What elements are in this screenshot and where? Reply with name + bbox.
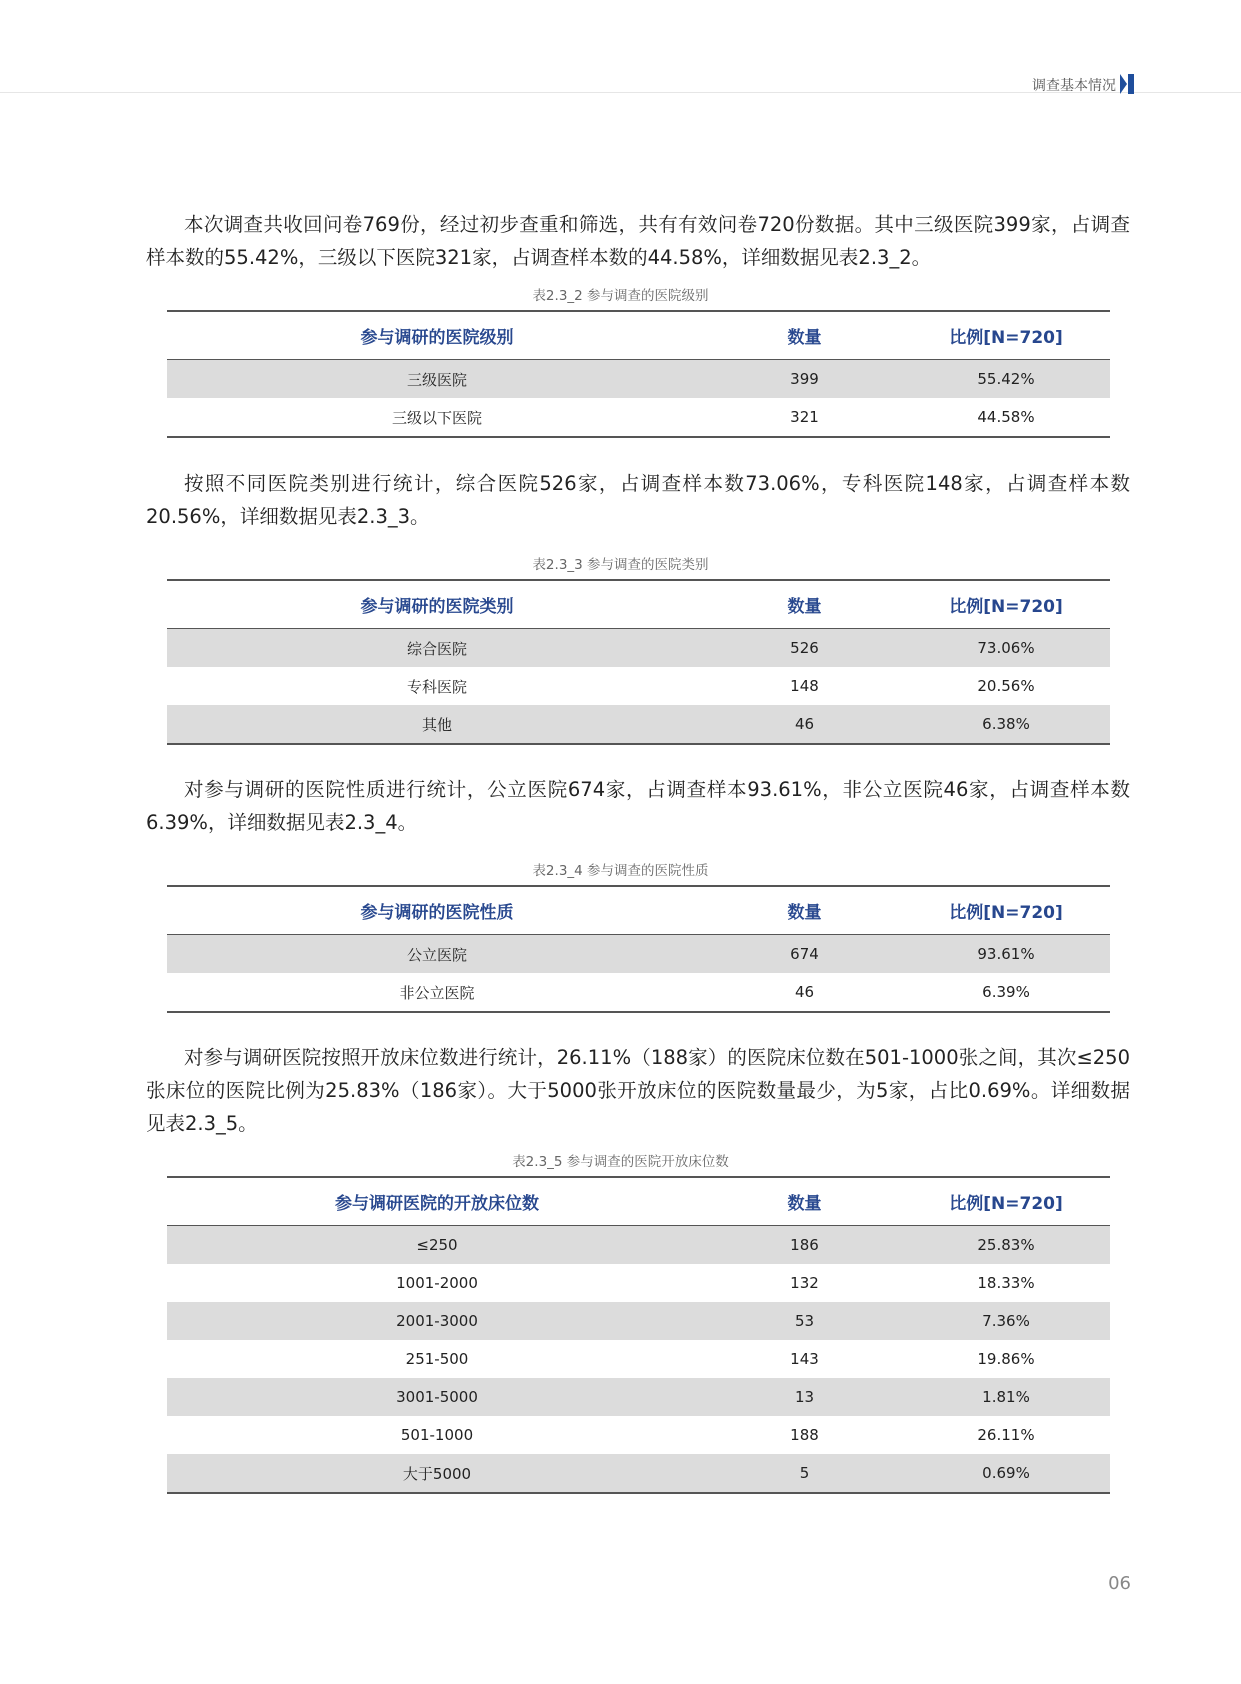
cell-count: 53	[707, 1302, 902, 1340]
cell-count: 399	[707, 360, 902, 399]
cell-count: 526	[707, 629, 902, 668]
paragraph-bed-count: 对参与调研医院按照开放床位数进行统计，26.11%（188家）的医院床位数在501-1000张之间，其次≤250张床位的医院比例为25.83%（186家）。大于5000张开放床位的医院数量最少，为5家，占比0.69%。详细数据见表2.3_5。	[146, 1046, 1130, 1135]
table-row	[167, 1454, 1110, 1493]
table-row	[167, 398, 1110, 437]
cell-ratio: 7.36%	[902, 1302, 1110, 1340]
column-header-ratio: 比例[N=720]	[902, 886, 1110, 935]
cell-category: 公立医院	[167, 935, 707, 974]
cell-count: 46	[707, 973, 902, 1012]
table-caption-beds: 表2.3_5 参与调查的医院开放床位数	[512, 1154, 729, 1170]
paragraph-hospital-level: 本次调查共收回问卷769份，经过初步查重和筛选，共有有效问卷720份数据。其中三级医院399家，占调查样本数的55.42%，三级以下医院321家，占调查样本数的44.58%，详细数据见表2.3_2。	[146, 213, 1130, 269]
cell-ratio: 6.39%	[902, 973, 1110, 1012]
cell-category: 251-500	[405, 1350, 469, 1368]
table-row	[167, 667, 1110, 705]
column-header-type: 参与调研的医院类别	[167, 580, 707, 629]
cell-category: 非公立医院	[167, 973, 707, 1012]
cell-ratio: 0.69%	[902, 1454, 1110, 1493]
cell-count: 674	[707, 935, 902, 974]
cell-ratio: 26.11%	[977, 1426, 1035, 1444]
cell-count: 186	[707, 1226, 902, 1265]
table-caption-level: 表2.3_2 参与调查的医院级别	[532, 288, 709, 304]
table-row	[167, 1416, 1110, 1454]
cell-count: 321	[707, 398, 902, 437]
table-caption-type: 表2.3_3 参与调查的医院类别	[532, 557, 709, 573]
cell-category: 1001-2000	[396, 1274, 478, 1292]
table-row	[167, 1378, 1110, 1416]
cell-count: 188	[790, 1426, 819, 1444]
cell-category: 三级医院	[167, 360, 707, 399]
cell-ratio: 93.61%	[902, 935, 1110, 974]
column-header-ratio: 比例[N=720]	[902, 580, 1110, 629]
cell-ratio: 73.06%	[902, 629, 1110, 668]
column-header-count: 数量	[707, 886, 902, 935]
cell-category: 大于5000	[167, 1454, 707, 1493]
column-header-level: 参与调研的医院级别	[167, 311, 707, 360]
table-row	[167, 360, 1110, 399]
table-row	[167, 935, 1110, 974]
table-row	[167, 1340, 1110, 1378]
column-header-ratio: 比例[N=720]	[902, 1177, 1110, 1226]
cell-ratio: 44.58%	[902, 398, 1110, 437]
column-header-nature: 参与调研的医院性质	[167, 886, 707, 935]
cell-count: 132	[790, 1274, 819, 1292]
cell-category: 2001-3000	[167, 1302, 707, 1340]
paragraph-hospital-nature: 对参与调研的医院性质进行统计，公立医院674家，占调查样本93.61%，非公立医院46家，占调查样本数6.39%，详细数据见表2.3_4。	[146, 778, 1130, 834]
cell-ratio: 6.38%	[902, 705, 1110, 744]
table-caption-nature: 表2.3_4 参与调查的医院性质	[532, 863, 709, 879]
table-row	[167, 705, 1110, 744]
paragraph-hospital-type: 按照不同医院类别进行统计，综合医院526家，占调查样本数73.06%，专科医院148家，占调查样本数20.56%，详细数据见表2.3_3。	[146, 472, 1130, 528]
table-row	[167, 1226, 1110, 1265]
cell-category: 501-1000	[400, 1426, 474, 1444]
page-number: 06	[1108, 1573, 1131, 1594]
cell-category: ≤250	[167, 1226, 707, 1265]
cell-count: 46	[707, 705, 902, 744]
table-row	[167, 973, 1110, 1012]
table-row	[167, 1264, 1110, 1302]
cell-ratio: 18.33%	[977, 1274, 1035, 1292]
cell-category: 综合医院	[167, 629, 707, 668]
cell-category: 专科医院	[406, 677, 467, 696]
cell-count: 5	[707, 1454, 902, 1493]
table-hospital-nature	[167, 885, 1110, 1013]
section-header-title: 调查基本情况	[1032, 78, 1116, 94]
column-header-ratio: 比例[N=720]	[902, 311, 1110, 360]
cell-category: 三级以下医院	[167, 398, 707, 437]
column-header-count: 数量	[707, 311, 902, 360]
table-hospital-level	[167, 310, 1110, 438]
table-row	[167, 629, 1110, 668]
cell-category: 3001-5000	[167, 1378, 707, 1416]
table-hospital-type	[167, 579, 1110, 745]
column-header-count: 数量	[707, 580, 902, 629]
column-header-beds: 参与调研医院的开放床位数	[167, 1177, 707, 1226]
cell-ratio: 19.86%	[977, 1350, 1035, 1368]
cell-count: 143	[790, 1350, 819, 1368]
cell-ratio: 1.81%	[902, 1378, 1110, 1416]
cell-category: 其他	[167, 705, 707, 744]
cell-ratio: 25.83%	[902, 1226, 1110, 1265]
cell-ratio: 55.42%	[902, 360, 1110, 399]
column-header-count: 数量	[707, 1177, 902, 1226]
cell-ratio: 20.56%	[977, 677, 1035, 695]
cell-count: 13	[707, 1378, 902, 1416]
table-row	[167, 1302, 1110, 1340]
header-bookmark-icon	[1120, 74, 1134, 94]
cell-count: 148	[790, 677, 819, 695]
table-bed-count	[167, 1176, 1110, 1494]
